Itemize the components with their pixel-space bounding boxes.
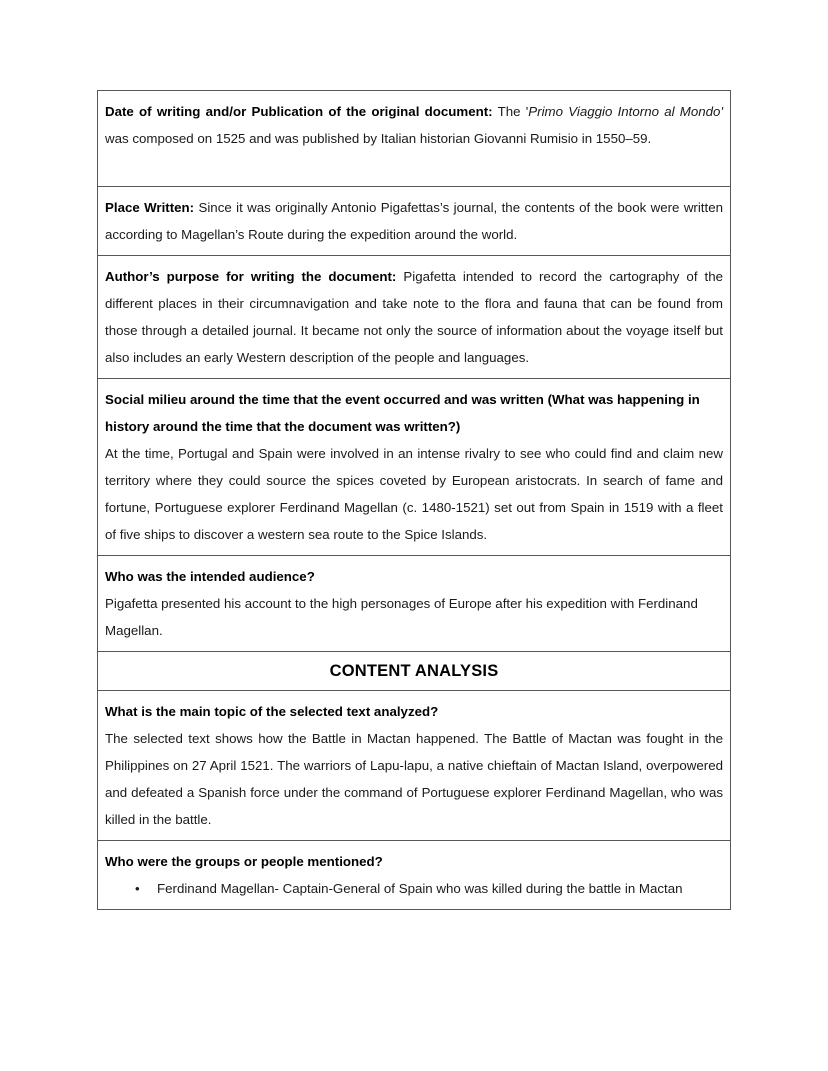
cell-social-milieu bbox=[98, 379, 731, 556]
groups-or-people-list bbox=[105, 875, 723, 902]
cell-groups-or-people bbox=[98, 841, 731, 910]
authors-purpose-text: Pigafetta intended to record the cartography of the different places in their circumnavigation and take note to the flora and fauna that can be found from those through a detailed journal. It became not only the source of information about the voyage itself but also includes an early Western description of the people and languages. bbox=[105, 269, 723, 365]
authors-purpose-paragraph bbox=[105, 263, 723, 371]
main-topic-heading: What is the main topic of the selected text analyzed? bbox=[105, 704, 439, 719]
bullet-point-icon: • bbox=[135, 881, 140, 896]
cell-date-of-writing bbox=[98, 91, 731, 187]
date-of-writing-text-post: was composed on 1525 and was published by Italian historian Giovanni Rumisio in 1550–59. bbox=[105, 131, 652, 146]
intended-audience-heading: Who was the intended audience? bbox=[105, 569, 315, 584]
cell-content-analysis-title bbox=[98, 652, 731, 691]
cell-main-topic bbox=[98, 691, 731, 841]
document-analysis-table bbox=[97, 90, 731, 910]
date-of-writing-text-pre: The ' bbox=[492, 104, 529, 119]
list-item bbox=[135, 875, 723, 902]
groups-or-people-heading: Who were the groups or people mentioned? bbox=[105, 854, 383, 869]
cell-authors-purpose bbox=[98, 256, 731, 379]
table-row-authors-purpose bbox=[98, 256, 731, 379]
place-written-paragraph bbox=[105, 194, 723, 248]
table-row-content-analysis-title bbox=[98, 652, 731, 691]
table-row-intended-audience bbox=[98, 556, 731, 652]
date-of-writing-label: Date of writing and/or Publication of the original document: bbox=[105, 104, 493, 119]
main-topic-text: The selected text shows how the Battle in Mactan happened. The Battle of Mactan was fought in the Philippines on 27 April 1521. The warriors of Lapu-lapu, a native chieftain of Mactan Island, overpowered and defeated a Spanish force under the command of Portuguese explorer Ferdinand Magellan, who was killed in the battle. bbox=[105, 731, 723, 827]
table-row-groups-or-people bbox=[98, 841, 731, 910]
place-written-text: Since it was originally Antonio Pigafettas’s journal, the contents of the book were written according to Magellan’s Route during the expedition around the world. bbox=[105, 200, 723, 242]
authors-purpose-label: Author’s purpose for writing the document: bbox=[105, 269, 397, 284]
place-written-label: Place Written: bbox=[105, 200, 195, 215]
intended-audience-text: Pigafetta presented his account to the high personages of Europe after his expedition with Ferdinand Magellan. bbox=[105, 596, 698, 638]
date-of-writing-paragraph bbox=[105, 98, 723, 152]
cell-intended-audience bbox=[98, 556, 731, 652]
social-milieu-heading: Social milieu around the time that the event occurred and was written (What was happening in history around the time that the document was written?) bbox=[105, 392, 700, 434]
cell-place-written bbox=[98, 187, 731, 256]
table-row-place-written bbox=[98, 187, 731, 256]
table-row-main-topic bbox=[98, 691, 731, 841]
social-milieu-text: At the time, Portugal and Spain were involved in an intense rivalry to see who could find and claim new territory where they could source the spices coveted by European aristocrats. In search of fame and fortune, Portuguese explorer Ferdinand Magellan (c. 1480-1521) set out from Spain in 1519 with a fleet of five ships to discover a western sea route to the Spice Islands. bbox=[105, 446, 723, 542]
date-of-writing-title-italic: Primo Viaggio Intorno al Mondo' bbox=[528, 104, 723, 119]
date-of-writing-blank-line bbox=[105, 152, 723, 179]
list-item-text: Ferdinand Magellan- Captain-General of Spain who was killed during the battle in Mactan bbox=[157, 881, 683, 896]
table-row-date-of-writing bbox=[98, 91, 731, 187]
content-analysis-title: CONTENT ANALYSIS bbox=[329, 662, 499, 680]
table-row-social-milieu bbox=[98, 379, 731, 556]
